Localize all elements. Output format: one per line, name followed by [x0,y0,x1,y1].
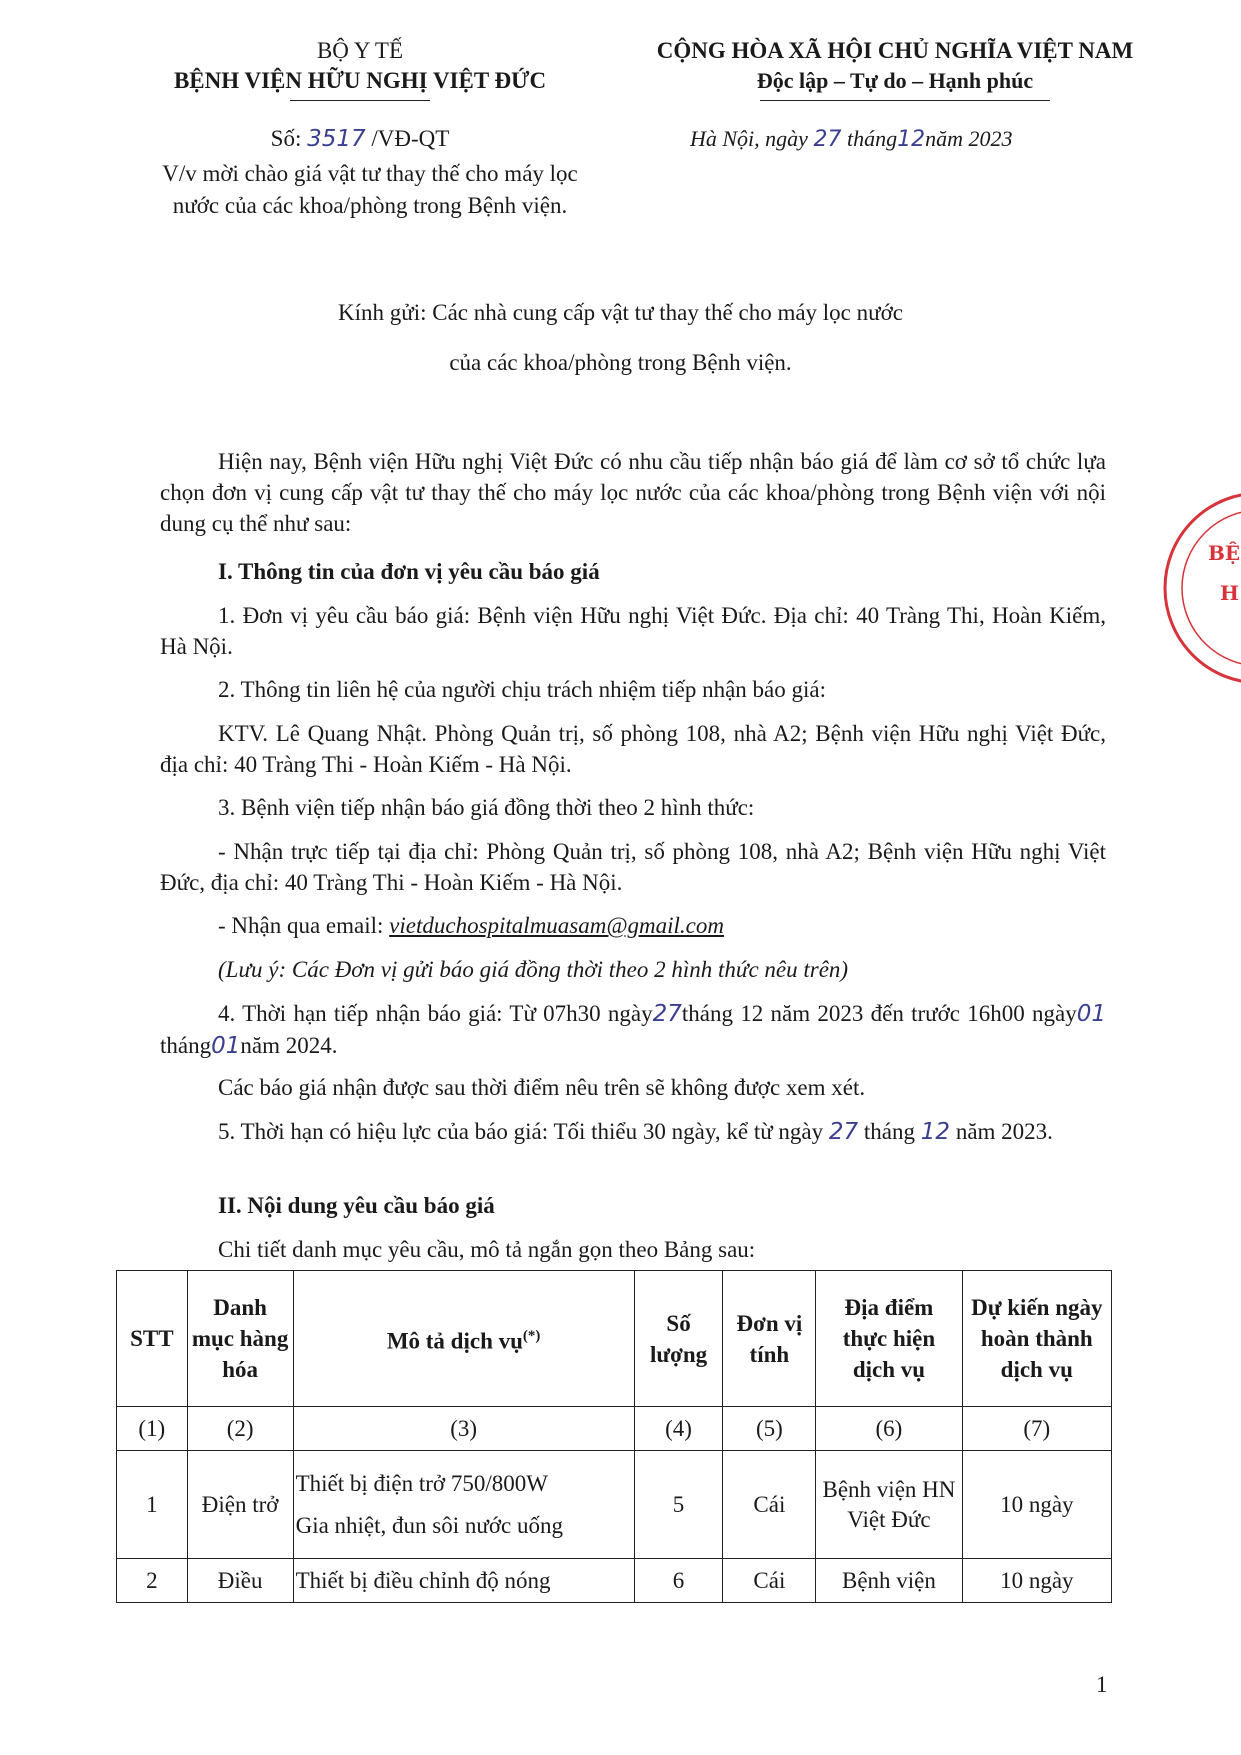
cell-place: Bệnh viện [816,1559,962,1603]
date-prefix: Hà Nội, ngày [690,126,808,151]
header-days: Dự kiến ngày hoàn thành dịch vụ [962,1271,1111,1407]
item-2-detail: KTV. Lê Quang Nhật. Phòng Quản trị, số phòng 108, nhà A2; Bệnh viện Hữu nghị Việt Đức, địa chỉ: 40 Tràng Thi - Hoàn Kiếm - Hà Nội. [160,721,1106,777]
item-4 [160,998,1106,1062]
table-colnum-row [117,1407,1112,1451]
colnum: (6) [816,1407,962,1451]
table-row [117,1451,1112,1559]
footnote-marker: (*) [522,1327,541,1344]
colnum: (1) [117,1407,188,1451]
cell-desc-line1: Thiết bị điện trở 750/800W [295,1470,548,1496]
section1-heading: I. Thông tin của đơn vị yêu cầu báo giá [218,559,600,584]
doc-no-handwritten: 3517 [307,126,366,152]
colnum: (5) [723,1407,816,1451]
page-number: 1 [1096,1672,1108,1697]
national-motto: Độc lập – Tự do – Hạnh phúc [756,68,1034,93]
republic-title: CỘNG HÒA XÃ HỘI CHỦ NGHĨA VIỆT NAM [656,38,1134,63]
table-row [117,1559,1112,1603]
item-5-month: 12 [920,1119,951,1145]
date-line [690,126,1160,152]
item-3-direct: - Nhận trực tiếp tại địa chỉ: Phòng Quản trị, số phòng 108, nhà A2; Bệnh viện Hữu nghị Việt Đức, địa chỉ: 40 Tràng Thi - Hoàn Kiếm - Hà Nội. [160,839,1106,895]
header-qty: Số lượng [634,1271,723,1407]
addressee-line-1: Kính gửi: Các nhà cung cấp vật tư thay thế cho máy lọc nước [338,300,903,325]
document-subject: V/v mời chào giá vật tư thay thế cho máy lọc nước của các khoa/phòng trong Bệnh viện. [162,161,578,218]
date-month-label: tháng [846,126,898,151]
item-4-text-d: năm 2024. [240,1033,338,1058]
cell-desc-line2: Gia nhiệt, đun sôi nước uống [295,1512,563,1538]
cell-desc [293,1559,634,1603]
cell-item: Điện trở [187,1451,293,1559]
document-number [150,126,570,152]
cell-desc-line1: Thiết bị điều chỉnh độ nóng [295,1567,551,1593]
cell-item: Điều [187,1559,293,1603]
item-5 [160,1116,1106,1148]
item-3: 3. Bệnh viện tiếp nhận báo giá đồng thời theo 2 hình thức: [218,795,755,820]
item-4-day2: 01 [1076,1001,1106,1027]
header-stt: STT [117,1271,188,1407]
header-desc: Mô tả dịch vụ(*) [293,1271,634,1407]
note-line: (Lưu ý: Các Đơn vị gửi báo giá đồng thời theo 2 hình thức nêu trên) [218,957,849,982]
request-table [116,1270,1112,1603]
table-header-row [117,1271,1112,1407]
section2-intro: Chi tiết danh mục yêu cầu, mô tả ngắn gọn theo Bảng sau: [218,1237,756,1262]
svg-text:BỆ: BỆ [1208,541,1241,565]
intro-paragraph: Hiện nay, Bệnh viện Hữu nghị Việt Đức có nhu cầu tiếp nhận báo giá để làm cơ sở tổ chức lựa chọn đơn vị cung cấp vật tư thay thế cho máy lọc nước của các khoa/phòng trong Bệnh viện với nội dung cụ thể như sau: [160,449,1106,536]
item-4-note: Các báo giá nhận được sau thời điểm nêu trên sẽ không được xem xét. [218,1075,866,1100]
colnum: (2) [187,1407,293,1451]
cell-unit: Cái [723,1451,816,1559]
item-4-day1: 27 [652,1001,682,1027]
email-prefix: - Nhận qua email: [218,913,384,938]
hospital-stamp-icon [1160,488,1241,688]
colnum: (7) [962,1407,1111,1451]
ministry-name: BỘ Y TẾ [316,38,404,63]
item-4-month2: 01 [211,1033,241,1059]
cell-days: 10 ngày [962,1451,1111,1559]
addressee-line-2: của các khoa/phòng trong Bệnh viện. [449,350,792,375]
cell-qty: 6 [634,1559,723,1603]
item-3-email-line [160,910,1106,941]
date-suffix: năm 2023 [925,126,1013,151]
cell-qty: 5 [634,1451,723,1559]
item-4-text-b: tháng 12 năm 2023 đến trước 16h00 ngày [681,1001,1077,1026]
header-place: Địa điểm thực hiện dịch vụ [816,1271,962,1407]
section2-heading: II. Nội dung yêu cầu báo giá [218,1193,495,1218]
cell-stt: 1 [117,1451,188,1559]
item-2: 2. Thông tin liên hệ của người chịu trách nhiệm tiếp nhận báo giá: [218,677,826,702]
item-4-text-c: tháng [160,1033,212,1058]
item-5-text-a: 5. Thời hạn có hiệu lực của báo giá: Tối thiểu 30 ngày, kể từ ngày [218,1119,824,1144]
date-month: 12 [897,127,926,152]
cell-unit: Cái [723,1559,816,1603]
cell-stt: 2 [117,1559,188,1603]
header-item: Danh mục hàng hóa [187,1271,293,1407]
hospital-underline [290,100,430,101]
date-day: 27 [813,127,842,152]
item-5-text-c: năm 2023. [955,1119,1053,1144]
doc-no-prefix: Số: [270,126,302,151]
cell-place: Bệnh viện HN Việt Đức [816,1451,962,1559]
item-5-text-b: tháng [863,1119,916,1144]
colnum: (4) [634,1407,723,1451]
svg-text:H: H [1220,581,1239,605]
cell-desc [293,1451,634,1559]
doc-no-suffix: /VĐ-QT [371,126,450,151]
hospital-name: BỆNH VIỆN HỮU NGHỊ VIỆT ĐỨC [173,68,547,93]
cell-days: 10 ngày [962,1559,1111,1603]
item-1: 1. Đơn vị yêu cầu báo giá: Bệnh viện Hữu nghị Việt Đức. Địa chỉ: 40 Tràng Thi, Hoàn Kiếm, Hà Nội. [160,603,1106,659]
motto-underline [760,100,1050,101]
item-4-text-a: 4. Thời hạn tiếp nhận báo giá: Từ 07h30 ngày [218,1001,653,1026]
header-unit: Đơn vị tính [723,1271,816,1407]
item-5-day: 27 [828,1119,859,1145]
colnum: (3) [293,1407,634,1451]
email-link[interactable]: vietduchospitalmuasam@gmail.com [389,913,724,938]
